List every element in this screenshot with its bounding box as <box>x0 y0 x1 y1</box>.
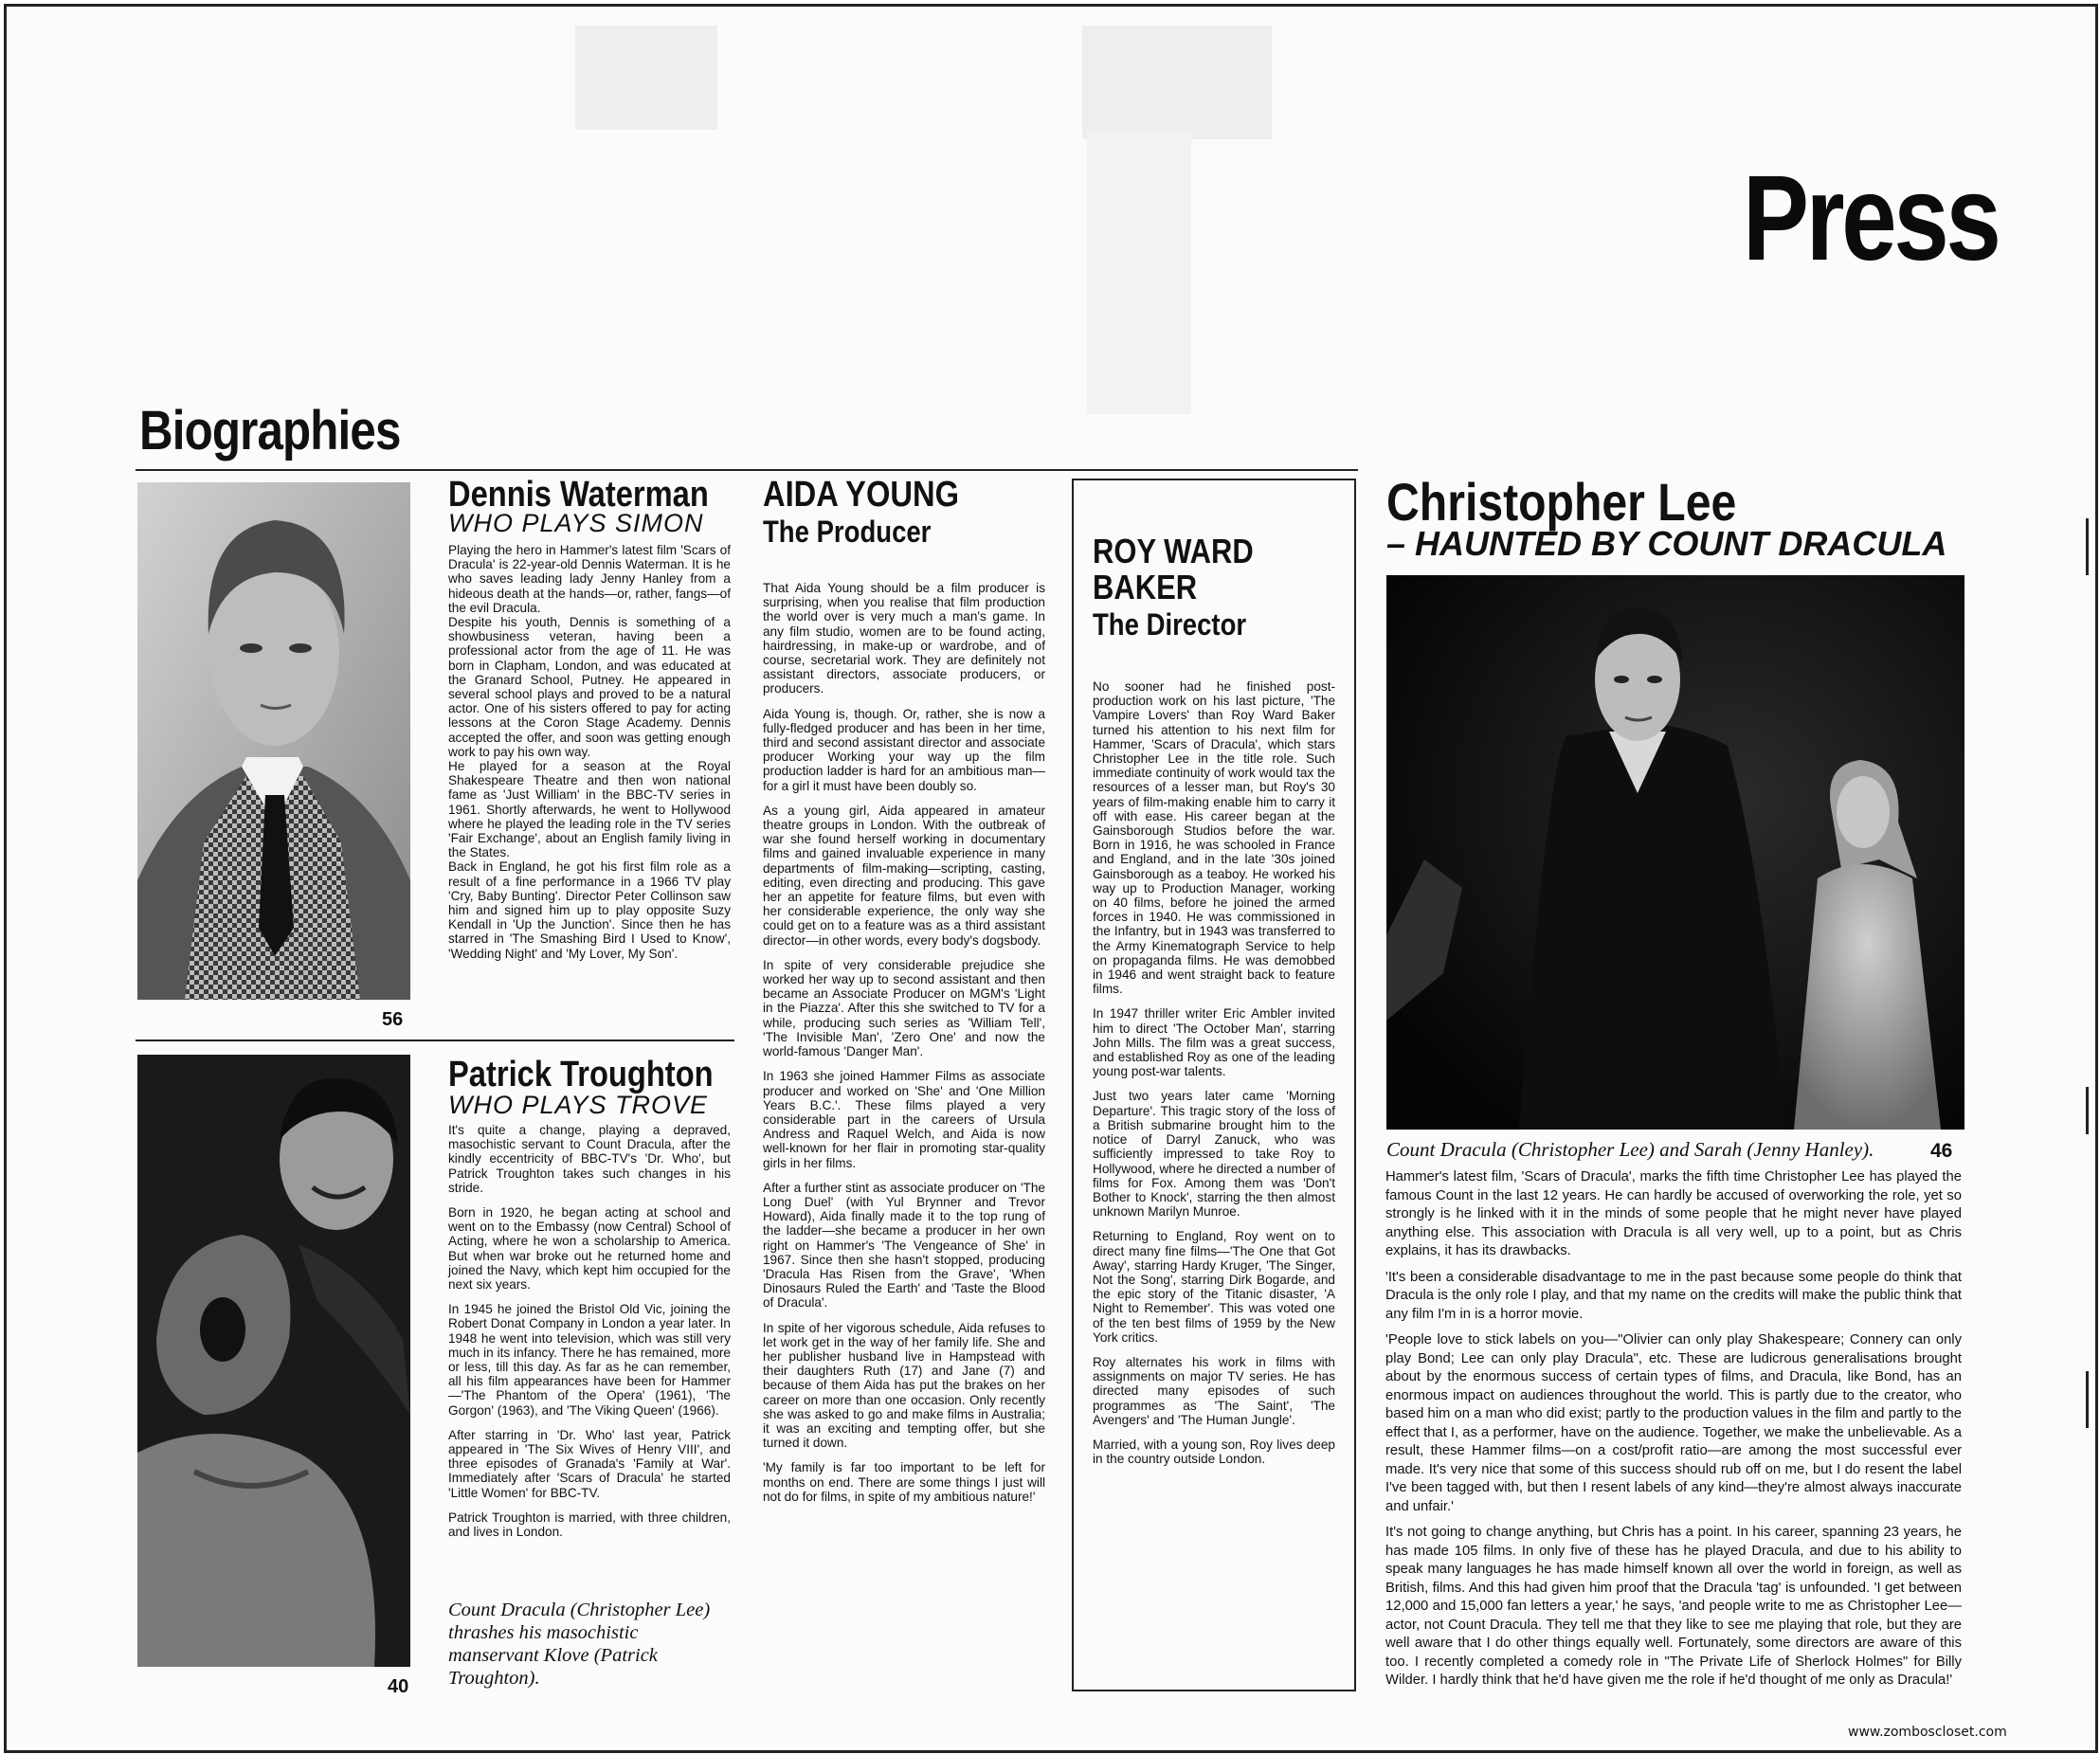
bio-paragraph: Roy alternates his work in films with assignments on major TV series. He has directed many episodes of such programmes as 'The Saint', 'The Avengers' and 'The Human Jungle'. <box>1093 1354 1335 1427</box>
bio-paragraph: Married, with a young son, Roy lives deep in the country outside London. <box>1093 1437 1335 1467</box>
young-role: The Producer <box>763 515 932 549</box>
tape-mark <box>575 26 717 130</box>
bio-paragraph: No sooner had he finished post-production work on his last picture, 'The Vampire Lovers' than Roy Ward Baker turned his attention to his next film for Hammer, 'Scars of Dracula', which stars Christopher Lee in the title role. Such immediate continuity of work would tax the resources of a lesser man, but Roy's 30 years of film-making enable him to carry it off with ease. His career began at the Gainsborough Studios before the war. Born in 1916, he was schooled in France and England, and in the late '30s joined Gainsborough as a teaboy. He worked his way up to Production Manager, working on 40 films, before he joined the armed forces in 1940. He was commissioned in the Infantry, but in 1943 was transferred to the Army Kinematograph Service to help on propaganda films. He was demobbed in 1946 and went straight back to feature films. <box>1093 679 1335 997</box>
tape-mark <box>1082 26 1272 139</box>
article-paragraph: 'People love to stick labels on you—"Olivier can only play Shakespeare; Connery can only play Bond; Lee can only play Dracula", etc. These are ludicrous generalisations brought about by the enormous success of certain types of films, and Dracula, like Bond, has an enormous impact on audiences throughout the world. This is partly due to the creator, who based him on a man who did exist; partly to the production values in the film and partly to the effect that I, as a performer, have on the audience. Together, we make the unbelievable. As a result, these Hammer films—on a cost/profit ratio—are among the most successful ever made. It's very nice that some of this success should rub off on me, but I do resent the label I've been tagged with, but then I resent labels of any kind—they're almost always inaccurate and unfair.' <box>1385 1332 1962 1514</box>
bio-paragraph: After starring in 'Dr. Who' last year, Patrick appeared in 'The Six Wives of Henry VIII', and three episodes of Granada's 'Family at War'. Immediately after 'Scars of Dracula' he started 'Little Women' for BBC-TV. <box>448 1427 731 1500</box>
edge-mark <box>2086 1087 2089 1134</box>
bio-paragraph: 'My family is far too important to be left for months on end. There are some things I just will not do for films, in spite of my ambitious nature!' <box>763 1460 1045 1504</box>
bio-paragraph: It's quite a change, playing a depraved, masochistic servant to Count Dracula, after the kindly eccentricity of BBC-TV's 'Dr. Who', but Patrick Troughton takes such changes in his stride. <box>448 1123 731 1195</box>
bio-paragraph: He played for a season at the Royal Shakespeare Theatre and then won national fame as 'Just William' in the BBC-TV series in 1961. Shortly afterwards, he went to Hollywood where he played the leading role in the TV series 'Fair Exchange', about an English family living in the States. <box>448 759 731 860</box>
bio-paragraph: Returning to England, Roy went on to direct many fine films—'The One that Got Away', starring Hardy Kruger, 'The Singer, Not the Song', starring Dirk Bogarde, and the epic story of the Titanic disaster, 'A Night to Remember'. This was voted one of the ten best films of 1959 by the New York critics. <box>1093 1229 1335 1345</box>
bio-paragraph: In spite of her vigorous schedule, Aida refuses to let work get in the way of her family life. She and her publisher husband live in Hampstead with their daughters Ruth (17) and Jane (7) and because of them Aida has put the brakes on her career on more than one occasion. Only recently she was asked to go and make films in Australia; it was an exciting and tempting offer, but she turned it down. <box>763 1320 1045 1451</box>
waterman-bio <box>448 543 731 961</box>
bio-paragraph: Despite his youth, Dennis is something of a showbusiness veteran, having been a professional actor from the age of 11. He was born in Clapham, London, and was educated at the Granard School, Putney. He appeared in several school plays and proved to be a natural actor. One of his sisters offered to pay for acting lessons at the Coron Stage Academy. Dennis accepted the offer, and soon was getting enough work to pay his own way. <box>448 615 731 759</box>
bio-paragraph: Just two years later came 'Morning Departure'. This tragic story of the loss of a British submarine brought him to the notice of Darryl Zanuck, who was sufficiently impressed to take Roy to Hollywood, where he directed a number of films for Fox. Among them was 'Don't Bother to Knock', starring the then almost unknown Marilyn Munroe. <box>1093 1089 1335 1220</box>
magazine-page <box>4 4 2098 1753</box>
section-title: Biographies <box>139 400 401 461</box>
page-heading: Press <box>1743 151 1999 286</box>
edge-mark <box>2086 1371 2089 1428</box>
bio-paragraph: Born in 1920, he began acting at school and went on to the Embassy (now Central) School of Acting, where he won a scholarship to America. But when war broke out he returned home and joined the Navy, which kept him occupied for the next six years. <box>448 1205 731 1293</box>
column-divider <box>136 1040 734 1041</box>
waterman-photo-number: 56 <box>382 1009 404 1030</box>
edge-mark <box>2086 518 2089 575</box>
troughton-subtitle: WHO PLAYS TROVE <box>448 1091 709 1119</box>
lee-name: Christopher Lee <box>1386 472 1737 532</box>
bio-paragraph: That Aida Young should be a film producer is surprising, when you realise that film production the world over is very much a man's game. In any film studio, women are to be found acting, hairdressing, in make-up or wardrobe, and of course, secretarial work. They are definitely not assistant directors, associate producers, or producers. <box>763 581 1045 696</box>
waterman-subtitle: WHO PLAYS SIMON <box>448 509 704 537</box>
bio-paragraph: In 1945 he joined the Bristol Old Vic, joining the Robert Donat Company in London a year later. In 1948 he went into television, which was still very much in its infancy. There he has remained, more or less, till this day. As far as he can remember, all his film appearances have been for Hammer—'The Phantom of the Opera' (1961), 'The Gorgon' (1963), and 'The Viking Queen' (1966). <box>448 1302 731 1418</box>
lee-caption: Count Dracula (Christopher Lee) and Sarah (Jenny Hanley). <box>1386 1138 1874 1161</box>
bio-paragraph: Playing the hero in Hammer's latest film 'Scars of Dracula' is 22-year-old Dennis Waterman. It is he who saves leading lady Jenny Hanley from a hideous death at the hands—or, rather, fangs—of the evil Dracula. <box>448 543 731 615</box>
bio-paragraph: In 1947 thriller writer Eric Ambler invited him to direct 'The October Man', starring John Mills. The film was a great success, and established Roy as one of the leading young post-war talents. <box>1093 1006 1335 1079</box>
bio-paragraph: Aida Young is, though. Or, rather, she is now a fully-fledged producer and has been in her time, third and second assistant director and associate producer Working your way up the film production ladder is hard for an ambitious man—for a girl it must have been doubly so. <box>763 706 1045 793</box>
troughton-photo-number: 40 <box>388 1676 409 1697</box>
lee-subtitle: – HAUNTED BY COUNT DRACULA <box>1386 524 1947 563</box>
watermark: www.zomboscloset.com <box>1848 1725 2007 1740</box>
lee-photo <box>1386 575 1964 1130</box>
troughton-bio <box>448 1123 731 1549</box>
bio-paragraph: Back in England, he got his first film role as a result of a fine performance in a 1966 TV play 'Cry, Baby Bunting'. Director Peter Collinson saw him and signed him up to play opposite Suzy Kendall in 'Up the Junction'. Since then he has starred in 'The Smashing Bird I Used to Know', 'Wedding Night' and 'My Lover, My Son'. <box>448 859 731 961</box>
troughton-photo <box>137 1055 410 1667</box>
young-bio <box>763 581 1045 1514</box>
lee-article <box>1385 1168 1962 1698</box>
baker-role: The Director <box>1093 607 1247 642</box>
baker-name-line1: ROY WARD <box>1093 532 1254 570</box>
lee-photo-number: 46 <box>1930 1140 1953 1162</box>
young-name: AIDA YOUNG <box>763 475 960 515</box>
article-paragraph: 'It's been a considerable disadvantage to me in the past because some people do think that Dracula is the only role I play, and that my name on the credits will make the public think that any film I'm in is a horror movie. <box>1385 1269 1962 1322</box>
waterman-photo <box>137 482 410 1000</box>
article-paragraph: It's not going to change anything, but Chris has a point. In his career, spanning 23 years, he has made 105 films. In only five of these has he played Dracula, and due to his ability to speak many languages he has made himself known all over the world in foreign, as well as British, films. And this had given him proof that the Dracula 'tag' is unfounded. 'I get between 12,000 and 15,000 fan letters a year,' he says, 'and people write to me as Christopher Lee—actor, not Count Dracula. They tell me that they like to see me playing that role, but they are well aware that I do other things equally well. Fortunately, some directors are aware of this too. I recently completed a comedy role in "The Private Life of Sherlock Holmes" for Billy Wilder. I hardly think that he'd have given me the role if he'd thought of me only as Dracula!' <box>1385 1525 1962 1688</box>
waterman-name: Dennis Waterman <box>448 475 709 515</box>
bio-paragraph: After a further stint as associate producer on 'The Long Duel' (with Yul Brynner and Trevor Howard), Aida finally made it to the top rung of the ladder—she became a producer in her own right on Hammer's 'The Vengeance of She' in 1967. Since then she hasn't stopped, producing 'Dracula Has Risen from the Grave', 'When Dinosaurs Ruled the Earth' and 'Taste the Blood of Dracula'. <box>763 1180 1045 1311</box>
tape-mark <box>1087 130 1191 414</box>
bio-paragraph: Patrick Troughton is married, with three children, and lives in London. <box>448 1510 731 1540</box>
troughton-caption: Count Dracula (Christopher Lee) thrashes his masochistic manservant Klove (Patrick Troughton). <box>448 1600 711 1689</box>
bio-paragraph: In 1963 she joined Hammer Films as associate producer and worked on 'She' and 'One Million Years B.C.'. These films played a very considerable part in the careers of Ursula Andress and Raquel Welch, and Aida is now well-known for her flair in promoting star-quality girls in her films. <box>763 1069 1045 1170</box>
troughton-name: Patrick Troughton <box>448 1055 714 1094</box>
section-rule <box>136 469 1358 471</box>
bio-paragraph: As a young girl, Aida appeared in amateur theatre groups in London. With the outbreak of war she found herself working in documentary films and gained invaluable experience in many departments of film-making—scripting, casting, editing, even directing and producing. This gave her an appetite for feature films, but even with her considerable experience, the only way she could get on to a feature was as a third assistant director—in other words, every body's dogsbody. <box>763 803 1045 948</box>
baker-bio <box>1093 679 1335 1476</box>
article-paragraph: Hammer's latest film, 'Scars of Dracula', marks the fifth time Christopher Lee has played the famous Count in the last 12 years. He can hardly be accused of overworking the role, yet so strongly is he linked with it in the minds of some people that he might never have played anything else. This association with Dracula is all very well, up to a point, but as Chris explains, it has its drawbacks. <box>1385 1169 1962 1258</box>
bio-paragraph: In spite of very considerable prejudice she worked her way up to second assistant and then became an Associate Producer on MGM's 'Light in the Piazza'. After this she switched to TV for a while, producing such series as 'William Tell', 'The Invisible Man', 'Zero One' and now the world-famous 'Danger Man'. <box>763 957 1045 1059</box>
baker-name-line2: BAKER <box>1093 568 1198 606</box>
